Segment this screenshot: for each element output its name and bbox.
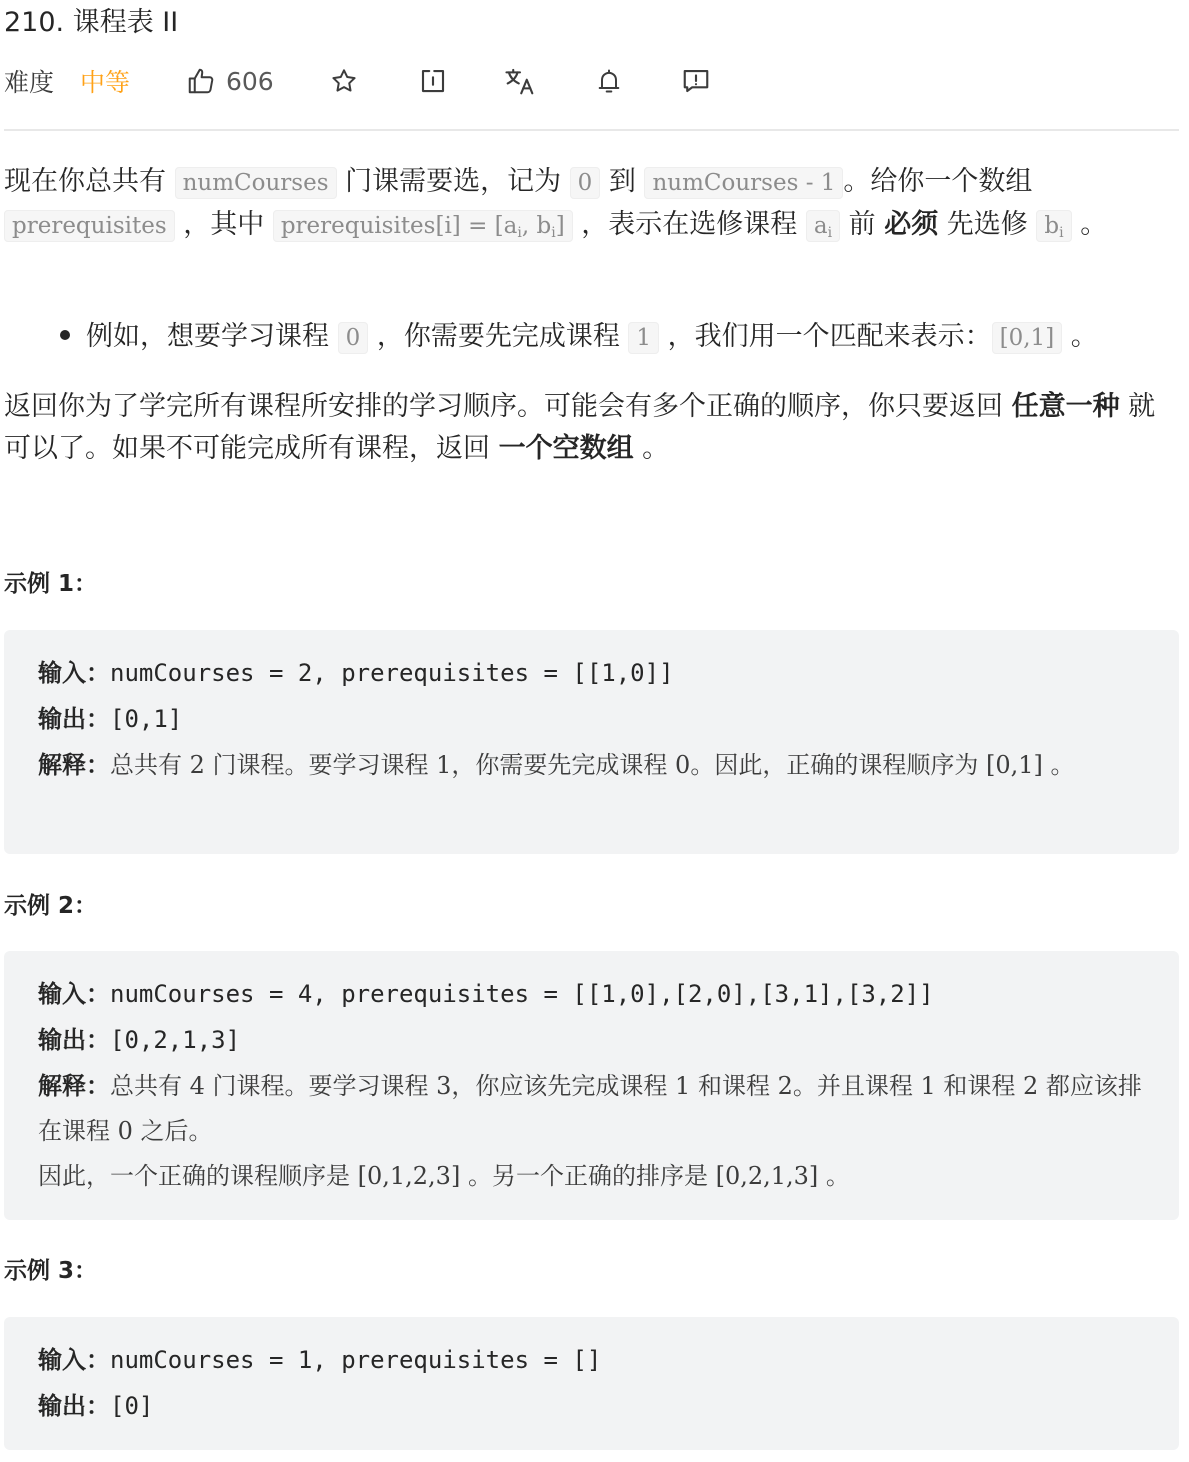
example-output-line bbox=[38, 1383, 1145, 1429]
example-input-line bbox=[38, 1337, 1145, 1383]
bell-icon[interactable] bbox=[595, 60, 623, 102]
inline-code-one: 1 bbox=[628, 322, 659, 354]
description-paragraph-1 bbox=[4, 161, 1179, 254]
desc-text: 先选修 bbox=[938, 209, 1037, 240]
example-3-code-block bbox=[4, 1317, 1179, 1450]
desc-text: 返回你为了学完所有课程所安排的学习顺序。可能会有多个正确的顺序，你只要返回 bbox=[4, 391, 1012, 422]
desc-text: ，你需要先完成课程 bbox=[368, 321, 629, 352]
input-value: numCourses = 4, prerequisites = [[1,0],[2,0],[3,1],[3,2]] bbox=[110, 980, 934, 1008]
description-paragraph-2 bbox=[4, 386, 1179, 470]
translate-icon[interactable] bbox=[504, 60, 536, 102]
feedback-icon[interactable] bbox=[681, 60, 711, 102]
desc-text: ，我们用一个匹配来表示： bbox=[659, 321, 992, 352]
difficulty-badge: 中等 bbox=[80, 68, 131, 97]
inline-code-ai bbox=[806, 210, 840, 242]
explain-text: 因此，一个正确的课程顺序是 [0,1,2,3] 。另一个正确的排序是 [0,2,1,3] 。 bbox=[38, 1162, 850, 1190]
code-part: , b bbox=[521, 213, 552, 239]
like-count: 606 bbox=[226, 66, 274, 96]
example-1-code-block bbox=[4, 630, 1179, 854]
output-label: 输出： bbox=[38, 1025, 110, 1054]
inline-code-prerequisites: prerequisites bbox=[4, 210, 175, 242]
output-label: 输出： bbox=[38, 1391, 110, 1420]
description-bullet bbox=[60, 316, 1098, 359]
code-part: prerequisites[i] = [a bbox=[280, 213, 518, 239]
desc-text: 。 bbox=[633, 433, 670, 464]
bold-text: 一个空数组 bbox=[498, 433, 634, 464]
inline-code-bi bbox=[1036, 210, 1071, 242]
explain-text: 总共有 4 门课程。要学习课程 3，你应该先完成课程 1 和课程 2。并且课程 1 和课程 2 都应该排在课程 0 之后。 bbox=[38, 1072, 1142, 1145]
bold-text: 必须 bbox=[884, 209, 939, 240]
example-explain-line bbox=[38, 1063, 1145, 1154]
code-subscript: i bbox=[1059, 225, 1064, 241]
example-output-line bbox=[38, 1017, 1145, 1063]
share-icon[interactable] bbox=[418, 60, 448, 102]
code-part: a bbox=[813, 213, 828, 239]
thumbs-up-icon bbox=[186, 66, 216, 96]
bold-text: 任意一种 bbox=[1011, 391, 1120, 422]
inline-code-pair: [0,1] bbox=[992, 322, 1063, 354]
input-label: 输入： bbox=[38, 658, 110, 687]
desc-text: ，表示在选修课程 bbox=[572, 209, 806, 240]
explain-label: 解释： bbox=[38, 750, 110, 779]
input-value: numCourses = 1, prerequisites = [] bbox=[110, 1346, 602, 1374]
output-value: [0,2,1,3] bbox=[110, 1026, 241, 1054]
example-3-title: 示例 3： bbox=[4, 1258, 98, 1284]
inline-code-zero: 0 bbox=[570, 167, 601, 199]
desc-text: 。 bbox=[1062, 321, 1098, 352]
example-2-title: 示例 2： bbox=[4, 893, 98, 919]
example-2-code-block bbox=[4, 951, 1179, 1220]
code-part: b bbox=[1044, 213, 1060, 239]
output-value: [0] bbox=[110, 1392, 154, 1420]
bullet-dot bbox=[60, 330, 70, 340]
output-value: [0,1] bbox=[110, 705, 183, 733]
input-label: 输入： bbox=[38, 979, 110, 1008]
code-subscript: i bbox=[551, 225, 556, 241]
desc-text: 到 bbox=[600, 166, 645, 197]
code-subscript: i bbox=[517, 225, 522, 241]
problem-meta-toolbar bbox=[4, 60, 764, 102]
desc-text: 现在你总共有 bbox=[4, 166, 175, 197]
inline-code-numcourses: numCourses bbox=[175, 167, 337, 199]
inline-code-zero: 0 bbox=[338, 322, 369, 354]
like-button[interactable] bbox=[186, 60, 274, 102]
star-icon[interactable] bbox=[330, 60, 358, 102]
inline-code-prerequisites-def bbox=[273, 210, 573, 242]
desc-text: 例如，想要学习课程 bbox=[86, 321, 338, 352]
example-input-line bbox=[38, 650, 1145, 696]
desc-text: 门课需要选，记为 bbox=[336, 166, 570, 197]
header-divider bbox=[4, 129, 1179, 131]
desc-text: 。 bbox=[1071, 209, 1108, 240]
problem-title: 210. 课程表 II bbox=[4, 7, 179, 38]
example-explain-line bbox=[38, 742, 1145, 788]
explain-text: 总共有 2 门课程。要学习课程 1，你需要先完成课程 0。因此，正确的课程顺序为 [0,1] 。 bbox=[110, 751, 1075, 779]
output-label: 输出： bbox=[38, 704, 110, 733]
example-explain-line-2 bbox=[38, 1154, 1145, 1199]
desc-text: ，其中 bbox=[174, 209, 273, 240]
desc-text: 就可以了。如果不可能完成所有课程，返回 bbox=[4, 391, 1156, 464]
desc-text: 。给你一个数组 bbox=[843, 166, 1033, 197]
difficulty-label: 难度 bbox=[4, 68, 55, 97]
example-input-line bbox=[38, 971, 1145, 1017]
example-1-title: 示例 1： bbox=[4, 571, 98, 597]
input-value: numCourses = 2, prerequisites = [[1,0]] bbox=[110, 659, 674, 687]
code-subscript: i bbox=[827, 225, 833, 241]
input-label: 输入： bbox=[38, 1345, 110, 1374]
explain-label: 解释： bbox=[38, 1071, 110, 1100]
inline-code-numcourses-minus-1: numCourses - 1 bbox=[644, 167, 843, 199]
code-part: ] bbox=[555, 213, 565, 239]
desc-text: 前 bbox=[840, 209, 885, 240]
example-output-line bbox=[38, 696, 1145, 742]
